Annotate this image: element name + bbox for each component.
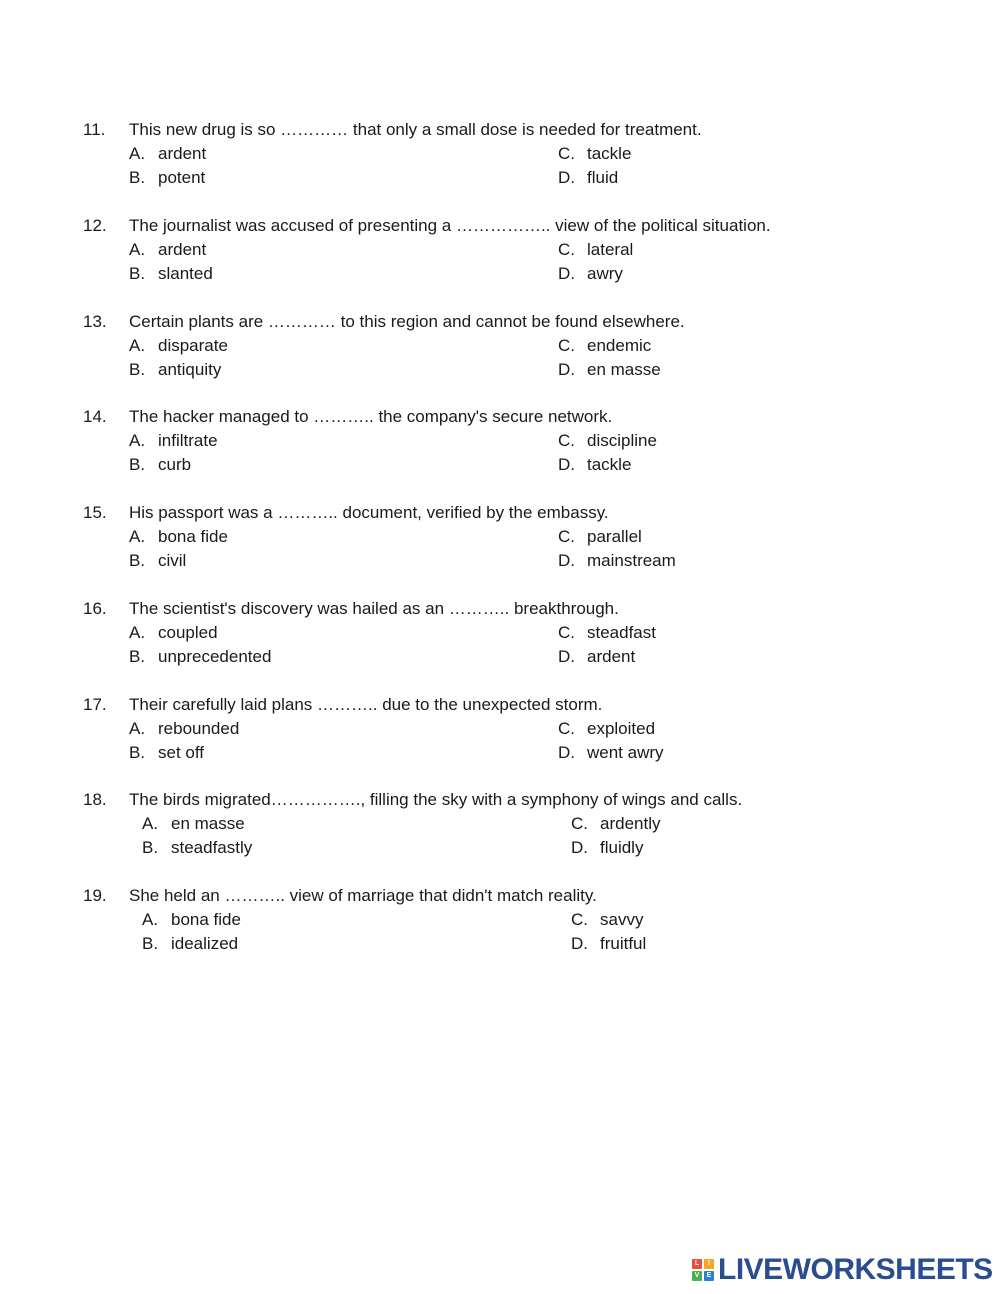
option-c[interactable]: C. exploited bbox=[558, 719, 656, 738]
question-text: She held an ……….. view of marriage that didn't match reality. bbox=[129, 886, 597, 905]
option-a[interactable]: A. bona fide bbox=[129, 527, 228, 546]
option-a[interactable]: A. infiltrate bbox=[129, 431, 218, 450]
option-c[interactable]: C. savvy bbox=[571, 910, 644, 929]
option-b[interactable]: B. curb bbox=[129, 455, 192, 474]
option-a[interactable]: A. bona fide bbox=[142, 910, 241, 929]
option-a[interactable]: A. rebounded bbox=[129, 719, 240, 738]
option-c[interactable]: C. lateral bbox=[558, 240, 634, 259]
option-a[interactable]: A. disparate bbox=[129, 336, 228, 355]
option-c[interactable]: C. steadfast bbox=[558, 623, 656, 642]
option-b[interactable]: B. set off bbox=[129, 743, 204, 762]
option-d[interactable]: D. mainstream bbox=[558, 551, 676, 570]
option-c[interactable]: C. parallel bbox=[558, 527, 642, 546]
option-d[interactable]: D. en masse bbox=[558, 360, 661, 379]
option-b[interactable]: B. idealized bbox=[142, 934, 239, 953]
question-text: This new drug is so ………… that only a small dose is needed for treatment. bbox=[129, 120, 702, 139]
question-11 bbox=[83, 118, 963, 187]
option-d[interactable]: D. fluid bbox=[558, 168, 619, 187]
question-number: 18. bbox=[83, 790, 107, 809]
question-13 bbox=[83, 310, 963, 379]
option-d[interactable]: D. fruitful bbox=[571, 934, 647, 953]
question-number: 19. bbox=[83, 886, 107, 905]
logo-text: LIVEWORKSHEETS bbox=[718, 1253, 993, 1286]
option-a[interactable]: A. ardent bbox=[129, 240, 207, 259]
question-14 bbox=[83, 405, 963, 474]
question-text: The hacker managed to ……….. the company's secure network. bbox=[129, 407, 613, 426]
question-text: The birds migrated……………., filling the sky with a symphony of wings and calls. bbox=[129, 790, 743, 809]
option-c[interactable]: C. tackle bbox=[558, 144, 632, 163]
option-a[interactable]: A. ardent bbox=[129, 144, 207, 163]
question-number: 15. bbox=[83, 503, 107, 522]
question-number: 14. bbox=[83, 407, 107, 426]
question-text: Certain plants are ………… to this region and cannot be found elsewhere. bbox=[129, 312, 685, 331]
option-d[interactable]: D. fluidly bbox=[571, 838, 644, 857]
question-text: The journalist was accused of presenting a …………….. view of the political situation. bbox=[129, 216, 771, 235]
question-17 bbox=[83, 693, 963, 762]
question-number: 12. bbox=[83, 216, 107, 235]
option-b[interactable]: B. steadfastly bbox=[142, 838, 253, 857]
option-b[interactable]: B. civil bbox=[129, 551, 187, 570]
option-c[interactable]: C. ardently bbox=[571, 814, 661, 833]
question-16 bbox=[83, 597, 963, 666]
option-d[interactable]: D. awry bbox=[558, 264, 623, 283]
question-18 bbox=[83, 788, 963, 857]
option-b[interactable]: B. potent bbox=[129, 168, 206, 187]
option-b[interactable]: B. unprecedented bbox=[129, 647, 272, 666]
question-12 bbox=[83, 214, 963, 283]
option-a[interactable]: A. coupled bbox=[129, 623, 218, 642]
question-text: Their carefully laid plans ……….. due to the unexpected storm. bbox=[129, 695, 603, 714]
liveworksheets-logo-icon: L I V E bbox=[692, 1259, 714, 1281]
option-a[interactable]: A. en masse bbox=[142, 814, 245, 833]
option-d[interactable]: D. went awry bbox=[558, 743, 664, 762]
option-c[interactable]: C. endemic bbox=[558, 336, 652, 355]
liveworksheets-logo bbox=[692, 1254, 993, 1286]
question-number: 16. bbox=[83, 599, 107, 618]
question-text: The scientist's discovery was hailed as an ……….. breakthrough. bbox=[129, 599, 619, 618]
question-number: 13. bbox=[83, 312, 107, 331]
question-19 bbox=[83, 884, 963, 953]
question-15 bbox=[83, 501, 963, 570]
option-d[interactable]: D. ardent bbox=[558, 647, 636, 666]
question-number: 11. bbox=[83, 120, 106, 139]
option-b[interactable]: B. slanted bbox=[129, 264, 213, 283]
question-text: His passport was a ……….. document, verified by the embassy. bbox=[129, 503, 609, 522]
option-c[interactable]: C. discipline bbox=[558, 431, 657, 450]
option-d[interactable]: D. tackle bbox=[558, 455, 632, 474]
question-number: 17. bbox=[83, 695, 107, 714]
option-b[interactable]: B. antiquity bbox=[129, 360, 222, 379]
